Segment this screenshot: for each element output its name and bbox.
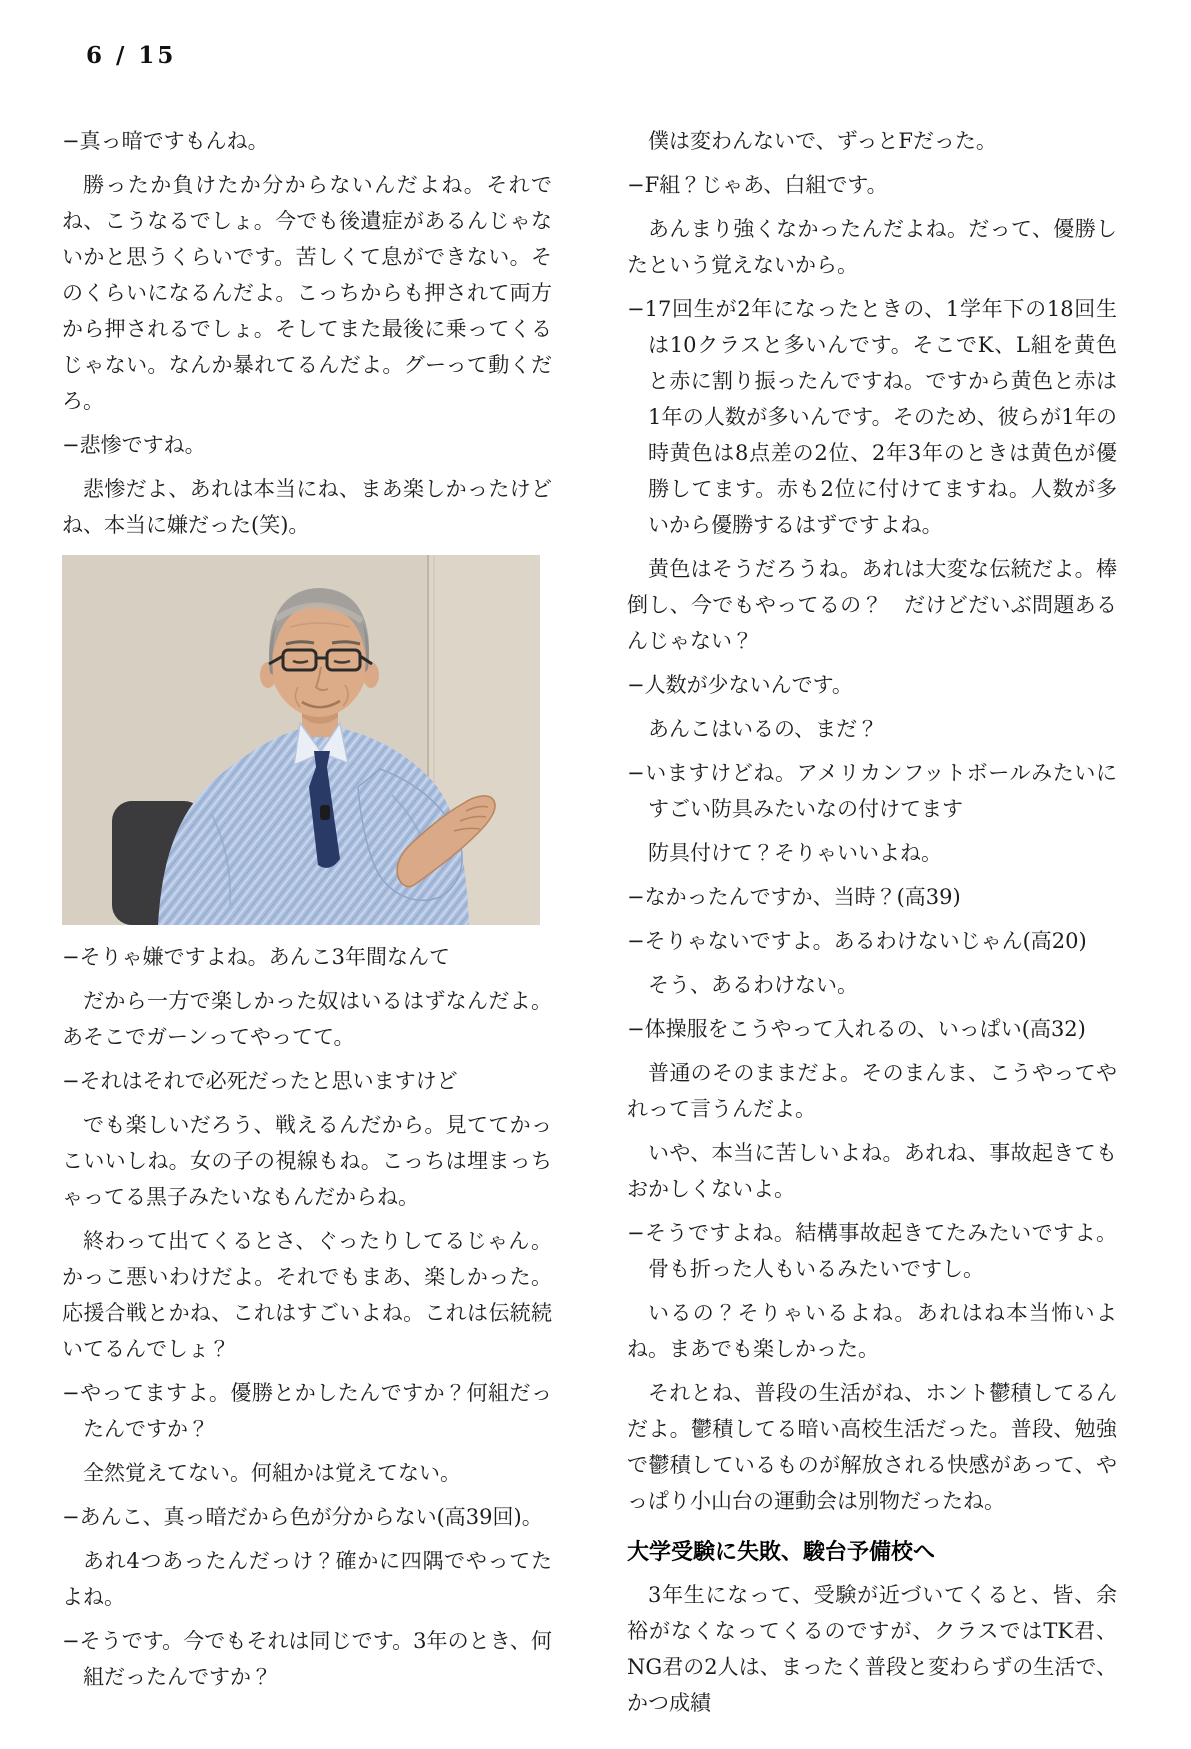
interviewee-answer: 3年生になって、受験が近づいてくると、皆、余裕がなくなってくるのですが、クラスではTK君、NG君の2人は、まったく普段と変わらずの生活で、かつ成績: [627, 1583, 1117, 1715]
interviewee-answer: そう、あるわけない。: [648, 973, 858, 997]
interviewee-answer: 悲惨だよ、あれは本当にね、まあ楽しかったけどね、本当に嫌だった(笑)。: [62, 477, 552, 537]
interviewer-question: −悲惨ですね。: [62, 433, 206, 457]
interviewer-question: −やってますよ。優勝とかしたんですか？何組だったんですか？: [62, 1381, 552, 1441]
interviewer-question: −そうですよね。結構事故起きてたみたいですよ。骨も折った人もいるみたいですし。: [627, 1221, 1117, 1281]
interviewee-answer: 防具付けて？そりゃいいよね。: [648, 841, 942, 865]
interview-photo: [62, 555, 540, 925]
interviewee-answer: あんまり強くなかったんだよね。だって、優勝したという覚えないから。: [627, 217, 1117, 277]
section-heading: 大学受験に失敗、駿台予備校へ: [627, 1539, 936, 1564]
interviewee-answer: いるの？そりゃいるよね。あれはね本当怖いよね。まあでも楽しかった。: [627, 1301, 1117, 1361]
interviewer-question: −17回生が2年になったときの、1学年下の18回生は10クラスと多いんです。そこでK、L組を黄色と赤に割り振ったんですね。ですから黄色と赤は1年の人数が多いんです。そのため、彼らが1年の時黄色は8点差の2位、2年3年のときは黄色が優勝してます。赤も2位に付けてますね。人数が多いから優勝するはずですよね。: [627, 297, 1117, 537]
interviewer-question: −あんこ、真っ暗だから色が分からない(高39回)。: [62, 1505, 543, 1529]
interviewer-question: −そりゃ嫌ですよね。あんこ3年間なんて: [62, 945, 450, 969]
interviewer-question: −体操服をこうやって入れるの、いっぱい(高32): [627, 1017, 1086, 1041]
interview-photo-illustration: [62, 555, 540, 925]
interviewee-answer: 黄色はそうだろうね。あれは大変な伝統だよ。棒倒し、今でもやってるの？ だけどだいぶ問題あるんじゃない？: [627, 557, 1117, 653]
interviewee-answer: あれ4つあったんだっけ？確かに四隅でやってたよね。: [62, 1549, 552, 1609]
interviewee-answer: 終わって出てくるとさ、ぐったりしてるじゃん。かっこ悪いわけだよ。それでもまあ、楽しかった。応援合戦とかね、これはすごいよね。これは伝統続いてるんでしょ？: [62, 1229, 552, 1361]
interviewer-question: −F組？じゃあ、白組です。: [627, 173, 888, 197]
interviewer-question: −真っ暗ですもんね。: [62, 129, 269, 153]
interviewer-question: −人数が少ないんです。: [627, 673, 853, 697]
interviewee-answer: あんこはいるの、まだ？: [648, 717, 879, 741]
interviewee-answer: だから一方で楽しかった奴はいるはずなんだよ。あそこでガーンってやってて。: [62, 989, 552, 1049]
interviewee-answer: 僕は変わんないで、ずっとFだった。: [648, 129, 997, 153]
interviewer-question: −そりゃないですよ。あるわけないじゃん(高20): [627, 929, 1087, 953]
interviewee-answer: 普通のそのままだよ。そのまんま、こうやってやれって言うんだよ。: [627, 1061, 1117, 1121]
interviewer-question: −いますけどね。アメリカンフットボールみたいにすごい防具みたいなの付けてます: [627, 761, 1117, 821]
two-column-layout: [62, 115, 1129, 1729]
interviewee-answer: それとね、普段の生活がね、ホント鬱積してるんだよ。鬱積してる暗い高校生活だった。普段、勉強で鬱積しているものが解放される快感があって、やっぱり小山台の運動会は別物だったね。: [627, 1381, 1117, 1513]
interviewer-question: −なかったんですか、当時？(高39): [627, 885, 961, 909]
interviewee-answer: いや、本当に苦しいよね。あれね、事故起きてもおかしくないよ。: [627, 1141, 1117, 1201]
right-column: [627, 115, 1117, 1729]
left-column: [62, 115, 552, 1703]
interviewer-question: −そうです。今でもそれは同じです。3年のとき、何組だったんですか？: [62, 1629, 552, 1689]
interviewee-answer: 全然覚えてない。何組かは覚えてない。: [83, 1461, 461, 1485]
interviewee-answer: 勝ったか負けたか分からないんだよね。それでね、こうなるでしょ。今でも後遺症があるんじゃないかと思うくらいです。苦しくて息ができない。そのくらいになるんだよ。こっちからも押されて両方から押されるでしょ。そしてまた最後に乗ってくるじゃない。なんか暴れてるんだよ。グーって動くだろ。: [62, 173, 552, 413]
page-number: 6 / 15: [86, 42, 177, 69]
interviewer-question: −それはそれで必死だったと思いますけど: [62, 1069, 458, 1093]
interviewee-answer: でも楽しいだろう、戦えるんだから。見ててかっこいいしね。女の子の視線もね。こっちは埋まっちゃってる黒子みたいなもんだからね。: [62, 1113, 552, 1209]
